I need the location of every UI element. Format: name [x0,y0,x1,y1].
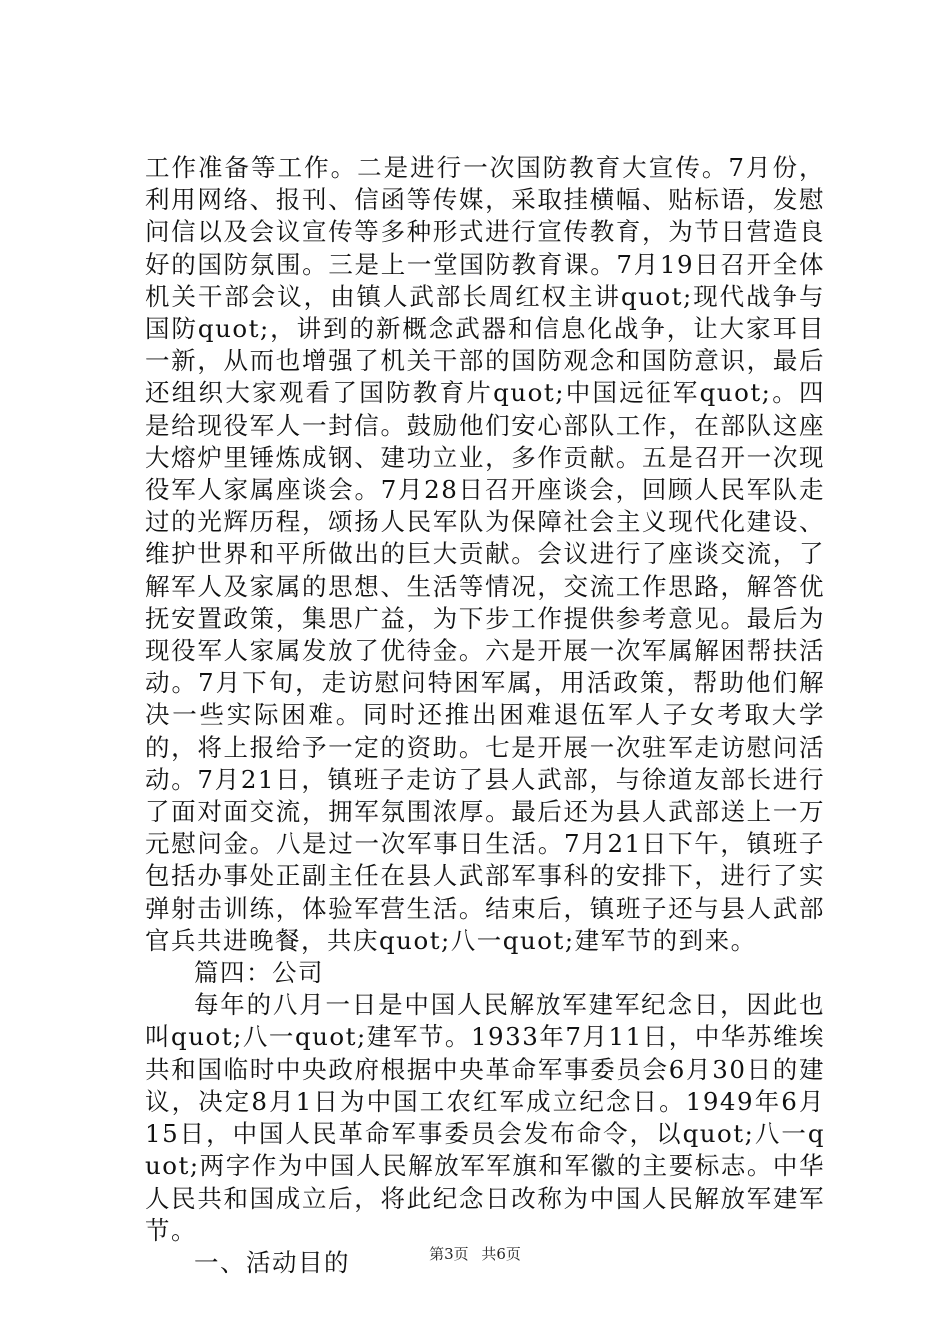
body-paragraph-continued: 工作准备等工作。二是进行一次国防教育大宣传。7月份，利用网络、报刊、信函等传媒，采取挂横幅、贴标语，发慰问信以及会议宣传等多种形式进行宣传教育，为节日营造良好的国防氛围。三是上一堂国防教育课。7月19日召开全体机关干部会议，由镇人武部长周红权主讲quot;现代战争与国防quot;，讲到的新概念武器和信息化战争，让大家耳目一新，从而也增强了机关干部的国防观念和国防意识，最后还组织大家观看了国防教育片quot;中国远征军quot;。四是给现役军人一封信。鼓励他们安心部队工作，在部队这座大熔炉里锤炼成钢、建功立业，多作贡献。五是召开一次现役军人家属座谈会。7月28日召开座谈会，回顾人民军队走过的光辉历程，颂扬人民军队为保障社会主义现代化建设、维护世界和平所做出的巨大贡献。会议进行了座谈交流，了解军人及家属的思想、生活等情况，交流工作思路，解答优抚安置政策，集思广益，为下步工作提供参考意见。最后为现役军人家属发放了优待金。六是开展一次军属解困帮扶活动。7月下旬，走访慰问特困军属，用活政策，帮助他们解决一些实际困难。同时还推出困难退伍军人子女考取大学的，将上报给予一定的资助。七是开展一次驻军走访慰问活动。7月21日，镇班子走访了县人武部，与徐道友部长进行了面对面交流，拥军氛围浓厚。最后还为县人武部送上一万元慰问金。八是过一次军事日生活。7月21日下午，镇班子包括办事处正副主任在县人武部军事科的安排下，进行了实弹射击训练，体验军营生活。结束后，镇班子还与县人武部官兵共进晚餐，共庆quot;八一quot;建军节的到来。 [145,153,825,955]
page-footer [0,1243,950,1264]
page-total: 共6页 [481,1245,521,1263]
document-body [145,152,825,1279]
body-paragraph-intro: 每年的八月一日是中国人民解放军建军纪念日，因此也叫quot;八一quot;建军节。1933年7月11日，中华苏维埃共和国临时中央政府根据中央革命军事委员会6月30日的建议，决定8月1日为中国工农红军成立纪念日。1949年6月15日，中国人民革命军事委员会发布命令，以quot;八一quot;两字作为中国人民解放军军旗和军徽的主要标志。中华人民共和国成立后，将此纪念日改称为中国人民解放军建军节。 [145,990,825,1245]
section-heading-part-four: 篇四：公司 [194,958,324,988]
subheading-activity-purpose: 一、活动目的 [194,1247,350,1277]
page-number: 第3页 [429,1245,469,1263]
